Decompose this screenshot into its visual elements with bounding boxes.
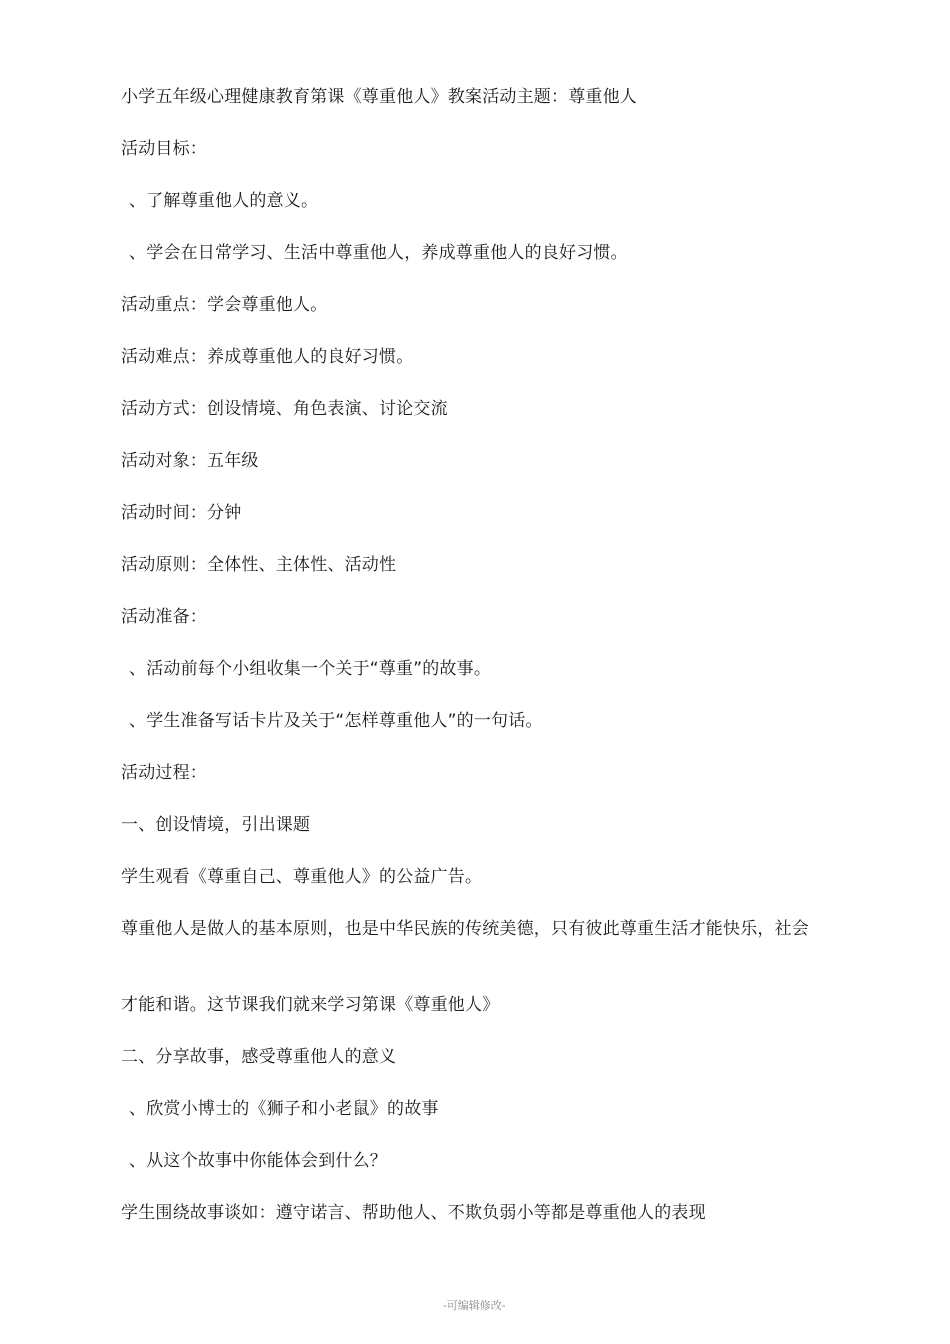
process-step-1-paragraph-cont: 才能和谐。这节课我们就来学习第课《尊重他人》 — [121, 995, 500, 1015]
section-heading-preparation: 活动准备： — [121, 607, 207, 627]
process-step-2-heading: 二、分享故事，感受尊重他人的意义 — [121, 1047, 397, 1067]
section-heading-goals: 活动目标： — [121, 139, 207, 159]
activity-time: 活动时间：分钟 — [121, 503, 242, 523]
process-step-1-heading: 一、创设情境，引出课题 — [121, 815, 311, 835]
process-step-2-item-1: 、欣赏小博士的《狮子和小老鼠》的故事 — [129, 1099, 439, 1119]
activity-method: 活动方式：创设情境、角色表演、讨论交流 — [121, 399, 448, 419]
activity-principle: 活动原则：全体性、主体性、活动性 — [121, 555, 397, 575]
goal-item-1: 、了解尊重他人的意义。 — [129, 191, 319, 211]
activity-audience: 活动对象：五年级 — [121, 451, 259, 471]
process-step-2-discussion: 学生围绕故事谈如：遵守诺言、帮助他人、不欺负弱小等都是尊重他人的表现 — [121, 1203, 706, 1223]
process-step-2-item-2: 、从这个故事中你能体会到什么？ — [129, 1151, 387, 1171]
document-title: 小学五年级心理健康教育第课《尊重他人》教案活动主题：尊重他人 — [121, 87, 637, 107]
process-step-1-text: 学生观看《尊重自己、尊重他人》的公益广告。 — [121, 867, 483, 887]
process-step-1-paragraph: 尊重他人是做人的基本原则，也是中华民族的传统美德，只有彼此尊重生活才能快乐，社会 — [121, 919, 809, 939]
preparation-item-2: 、学生准备写话卡片及关于“怎样尊重他人”的一句话。 — [129, 711, 543, 731]
section-heading-process: 活动过程： — [121, 763, 207, 783]
preparation-item-1: 、活动前每个小组收集一个关于“尊重”的故事。 — [129, 659, 492, 679]
activity-difficulty: 活动难点：养成尊重他人的良好习惯。 — [121, 347, 414, 367]
goal-item-2: 、学会在日常学习、生活中尊重他人，养成尊重他人的良好习惯。 — [129, 243, 628, 263]
activity-key-point: 活动重点：学会尊重他人。 — [121, 295, 328, 315]
page-footer: -可编辑修改- — [443, 1299, 506, 1312]
